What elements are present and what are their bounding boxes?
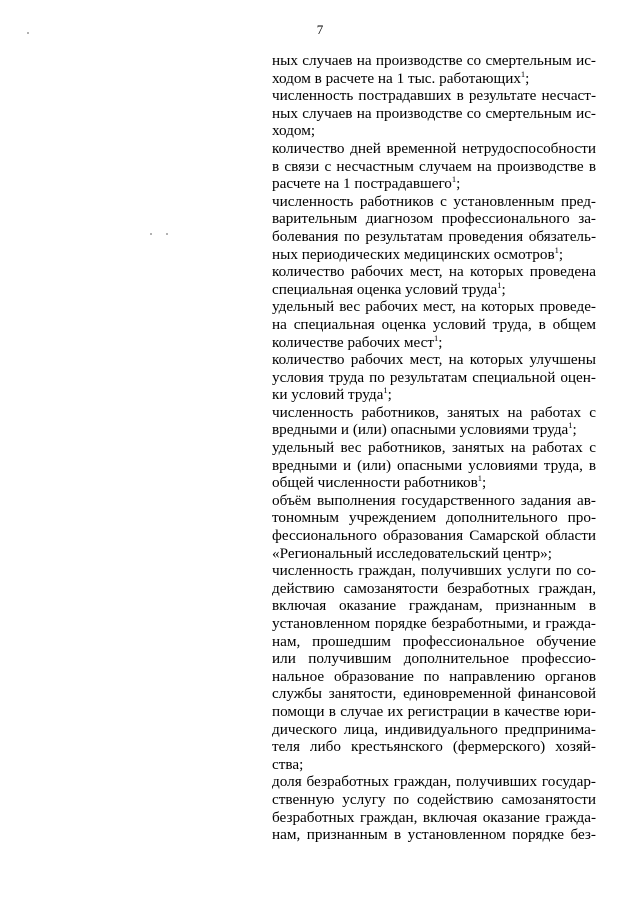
line-punctuation: ;	[558, 245, 564, 263]
line-text: варительным диагнозом профессионального за-	[272, 210, 596, 228]
text-line	[272, 738, 596, 756]
line-text: ных периодических медицинских осмотров	[272, 245, 555, 263]
line-punctuation: ;	[501, 280, 506, 298]
text-line	[272, 509, 596, 527]
text-line	[272, 421, 596, 439]
line-text: установленном порядке безработными, и гражда-	[272, 615, 596, 632]
footnote-marker: 1	[383, 385, 388, 396]
text-line	[272, 52, 596, 70]
line-text: ходом;	[272, 122, 316, 140]
line-text: нам, признанным в установленном порядке без-	[272, 826, 596, 844]
line-text: тономным учреждением дополнительного про-	[272, 509, 596, 527]
line-punctuation: ;	[438, 333, 443, 351]
line-text: включая оказание гражданам, признанным в	[272, 597, 596, 615]
line-text: болевания по результатам проведения обязатель-	[272, 227, 596, 245]
text-line	[272, 457, 596, 475]
text-line	[272, 527, 596, 545]
text-line	[272, 70, 596, 88]
text-line	[272, 791, 596, 809]
scan-speck	[166, 233, 168, 235]
text-line	[272, 615, 596, 633]
text-line	[272, 826, 596, 844]
text-line	[272, 597, 596, 615]
footnote-marker: 1	[434, 332, 439, 343]
line-text: объём выполнения государственного задания ав-	[272, 491, 596, 509]
text-line	[272, 246, 596, 264]
scan-speck	[27, 32, 29, 34]
line-text: вредными и (или) опасными условиями труда	[272, 421, 569, 439]
text-line	[272, 685, 596, 703]
text-line	[272, 474, 596, 492]
line-text: дического лица, индивидуального предпринима-	[272, 720, 596, 738]
line-text: количестве рабочих мест	[272, 333, 434, 351]
line-text: фессионального образования Самарской области	[272, 527, 596, 545]
text-line	[272, 193, 596, 211]
line-text: на специальная оценка условий труда, в общем	[272, 315, 596, 333]
text-line	[272, 263, 596, 281]
text-line	[272, 87, 596, 105]
line-text: теля либо крестьянского (фермерского) хозяй-	[272, 738, 596, 756]
footnote-marker: 1	[554, 244, 559, 255]
text-line	[272, 545, 596, 563]
line-text: в связи с несчастным случаем на производстве в	[272, 157, 596, 175]
line-text: безработных граждан, включая оказание гражда-	[272, 808, 596, 826]
text-line	[272, 703, 596, 721]
scan-speck	[150, 233, 152, 235]
text-line	[272, 562, 596, 580]
line-text: количество дней временной нетрудоспособности	[272, 139, 596, 157]
footnote-marker: 1	[568, 420, 573, 431]
line-punctuation: ;	[456, 175, 461, 193]
text-line	[272, 439, 596, 457]
footnote-marker: 1	[477, 473, 483, 484]
line-punctuation: ;	[482, 474, 487, 492]
text-line	[272, 369, 596, 387]
line-text: ных случаев на производстве со смертельным ис-	[272, 104, 596, 122]
text-line	[272, 809, 596, 827]
text-line	[272, 281, 596, 299]
text-line	[272, 316, 596, 334]
line-text: «Региональный исследовательский центр»;	[272, 544, 552, 562]
line-text: численность работников с установленным пред-	[272, 192, 596, 210]
line-text: действию самозанятости безработных граждан,	[272, 579, 596, 597]
line-text: количество рабочих мест, на которых улучшены	[272, 351, 596, 369]
page-number: 7	[316, 22, 324, 37]
line-text: количество рабочих мест, на которых проведена	[272, 263, 596, 281]
document-body	[272, 52, 596, 844]
line-text: численность работников, занятых на работах с	[272, 403, 596, 421]
text-line	[272, 298, 596, 316]
line-text: ных случаев на производстве со смертельным ис-	[272, 52, 596, 69]
text-line	[272, 756, 596, 774]
line-text: удельный вес работников, занятых на работах с	[272, 439, 596, 457]
line-text: доля безработных граждан, получивших государ-	[272, 773, 596, 791]
text-line	[272, 334, 596, 352]
text-line	[272, 580, 596, 598]
line-text: численность пострадавших в результате несчаст-	[272, 87, 596, 105]
line-text: ходом в расчете на 1 тыс. работающих	[272, 69, 521, 87]
footnote-marker: 1	[497, 279, 502, 290]
text-line	[272, 773, 596, 791]
line-text: помощи в случае их регистрации в качестве юри-	[272, 702, 596, 720]
line-text: нальное образование по направлению органов	[272, 667, 596, 685]
line-text: ки условий труда	[272, 386, 384, 404]
line-punctuation: ;	[525, 69, 530, 87]
text-line	[272, 492, 596, 510]
line-punctuation: ;	[572, 421, 577, 439]
text-line	[272, 721, 596, 739]
line-text: специальная оценка условий труда	[272, 280, 498, 298]
line-text: службы занятости, единовременной финансовой	[272, 685, 596, 703]
text-line	[272, 650, 596, 668]
text-line	[272, 386, 596, 404]
text-line	[272, 210, 596, 228]
text-line	[272, 175, 596, 193]
text-line	[272, 668, 596, 686]
line-text: численность граждан, получивших услуги по со-	[272, 562, 596, 580]
line-text: удельный вес рабочих мест, на которых проведе-	[272, 298, 596, 316]
line-text: ственную услугу по содействию самозанятости	[272, 790, 596, 808]
line-punctuation: ;	[387, 386, 392, 404]
line-text: ства;	[272, 755, 304, 773]
line-text: общей численности работников	[272, 474, 478, 492]
line-text: или получившим дополнительное профессио-	[272, 650, 596, 668]
footnote-marker: 1	[451, 174, 457, 185]
text-line	[272, 351, 596, 369]
text-line	[272, 105, 596, 123]
line-text: условия труда по результатам специальной оцен-	[272, 368, 596, 386]
text-line	[272, 228, 596, 246]
text-line	[272, 633, 596, 651]
text-line	[272, 140, 596, 158]
text-line	[272, 122, 596, 140]
footnote-marker: 1	[520, 68, 526, 79]
text-line	[272, 158, 596, 176]
line-text: расчете на 1 пострадавшего	[272, 175, 452, 193]
text-line	[272, 404, 596, 422]
line-text: нам, прошедшим профессиональное обучение	[272, 632, 596, 650]
line-text: вредными и (или) опасными условиями труда, в	[272, 456, 596, 474]
